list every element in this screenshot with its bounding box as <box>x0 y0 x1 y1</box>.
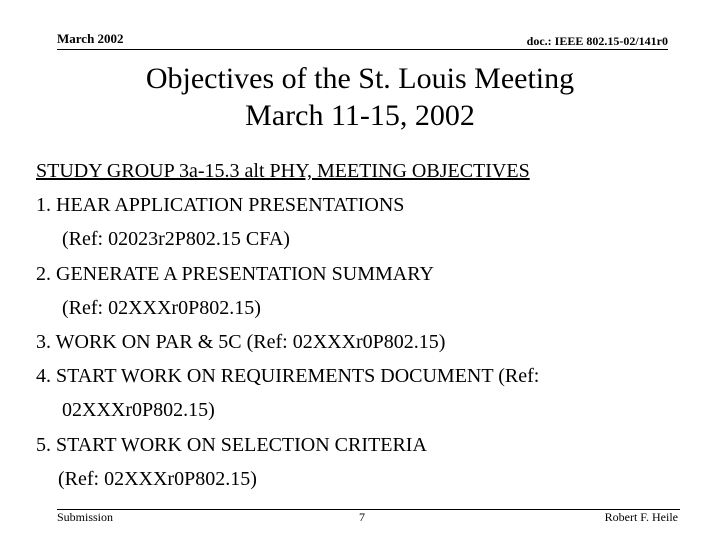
header-date: March 2002 <box>57 31 124 46</box>
footer-divider <box>57 509 680 510</box>
header-doc-id: doc.: IEEE 802.15-02/141r0 <box>526 34 668 48</box>
objective-item-4-ref: 02XXXr0P802.15) <box>62 399 215 422</box>
objective-item-4: 4. START WORK ON REQUIREMENTS DOCUMENT (Ref: <box>36 365 540 388</box>
header-divider <box>57 49 668 50</box>
footer-author: Robert F. Heile <box>604 510 678 524</box>
objective-item-2-ref: (Ref: 02XXXr0P802.15) <box>62 296 261 319</box>
footer-page-number: 7 <box>359 510 365 524</box>
objectives-heading: STUDY GROUP 3a-15.3 alt PHY, MEETING OBJECTIVES <box>36 160 530 182</box>
objective-item-3: 3. WORK ON PAR & 5C (Ref: 02XXXr0P802.15) <box>36 331 446 354</box>
objective-item-1: 1. HEAR APPLICATION PRESENTATIONS <box>36 194 405 217</box>
objective-item-1-ref: (Ref: 02023r2P802.15 CFA) <box>62 228 290 251</box>
footer-submission: Submission <box>57 510 114 524</box>
title-line-1: Objectives of the St. Louis Meeting <box>145 62 575 95</box>
slide-body <box>36 154 686 496</box>
objective-item-5-ref: (Ref: 02XXXr0P802.15) <box>58 467 257 490</box>
slide-title <box>0 60 720 134</box>
objective-item-5: 5. START WORK ON SELECTION CRITERIA <box>36 433 427 456</box>
objective-item-2: 2. GENERATE A PRESENTATION SUMMARY <box>36 262 434 285</box>
title-line-2: March 11-15, 2002 <box>245 99 475 132</box>
